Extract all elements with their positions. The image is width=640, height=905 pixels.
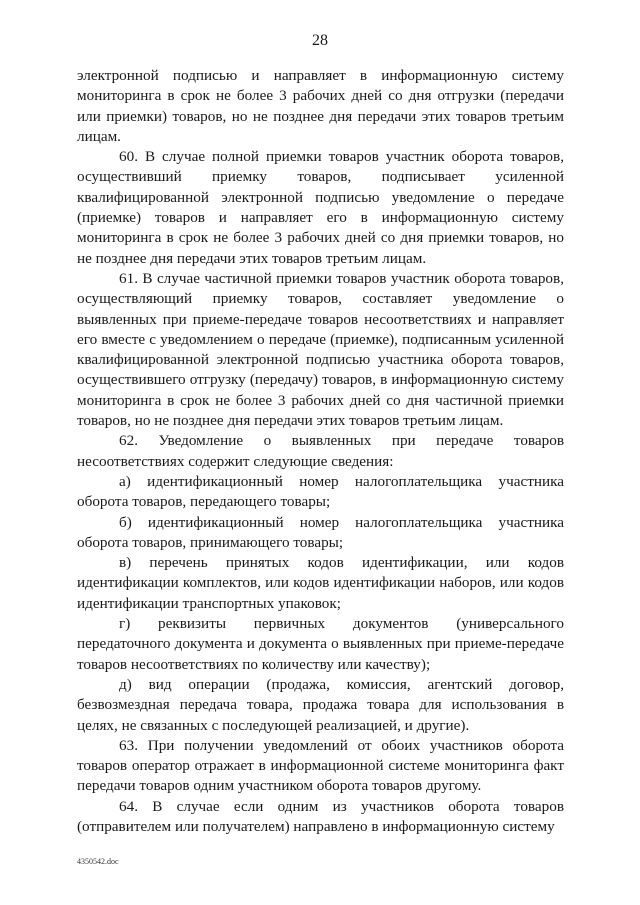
paragraph-62: 62. Уведомление о выявленных при передаче товаров несоответствиях содержит следующие сведения: bbox=[77, 432, 564, 470]
list-item-62v: в) перечень принятых кодов идентификации, или кодов идентификации комплектов, или кодов идентификации наборов, или кодов идентификации транспортных упаковок; bbox=[77, 554, 564, 612]
paragraph-61: 61. В случае частичной приемки товаров участник оборота товаров, осуществляющий приемку товаров, составляет уведомление о выявленных при приеме-передаче товаров несоответствиях и направляет его вместе с уведомлением о передаче (приемке), подписанным усиленной квалифицированной электронной подписью участника оборота товаров, осуществившего отгрузку (передачу) товаров, в информационную систему мониторинга в срок не более 3 рабочих дней со дня частичной приемки товаров, но не позднее дня передачи этих товаров третьим лицам. bbox=[77, 269, 564, 430]
list-item-62g: г) реквизиты первичных документов (универсального передаточного документа и документа о выявленных при приеме-передаче товаров несоответствиях по количеству или качеству); bbox=[77, 615, 564, 673]
page-number: 28 bbox=[312, 32, 328, 49]
document-filename: 4350542.doc bbox=[77, 857, 119, 866]
list-item-62a: а) идентификационный номер налогоплательщика участника оборота товаров, передающего товары; bbox=[77, 472, 564, 511]
paragraph-63: 63. При получении уведомлений от обоих участников оборота товаров оператор отражает в информационной системе мониторинга факт передачи товаров одним участником оборота товаров другому. bbox=[77, 736, 564, 795]
paragraph-60: 60. В случае полной приемки товаров участник оборота товаров, осуществивший приемку товаров, подписывает усиленной квалифицированной электронной подписью уведомление о передаче (приемке) товаров и направляет его в информационную систему мониторинга в срок не более 3 рабочих дней со дня приемки товаров, но не позднее дня передачи этих товаров третьим лицам. bbox=[77, 148, 564, 267]
list-item-62d: д) вид операции (продажа, комиссия, агентский договор, безвозмездная передача товара, продажа товара для использования в целях, не связанных с последующей реализацией, и другие). bbox=[77, 675, 564, 734]
paragraph-64: 64. В случае если одним из участников оборота товаров (отправителем или получателем) направлено в информационную систему bbox=[77, 797, 564, 835]
document-body bbox=[77, 66, 564, 837]
paragraph-continuation: электронной подписью и направляет в информационную систему мониторинга в срок не более 3 рабочих дней со дня отгрузки (передачи или приемки) товаров, но не позднее дня передачи этих товаров третьим лицам. bbox=[77, 67, 564, 145]
list-item-62b: б) идентификационный номер налогоплательщика участника оборота товаров, принимающего товары; bbox=[77, 513, 564, 551]
